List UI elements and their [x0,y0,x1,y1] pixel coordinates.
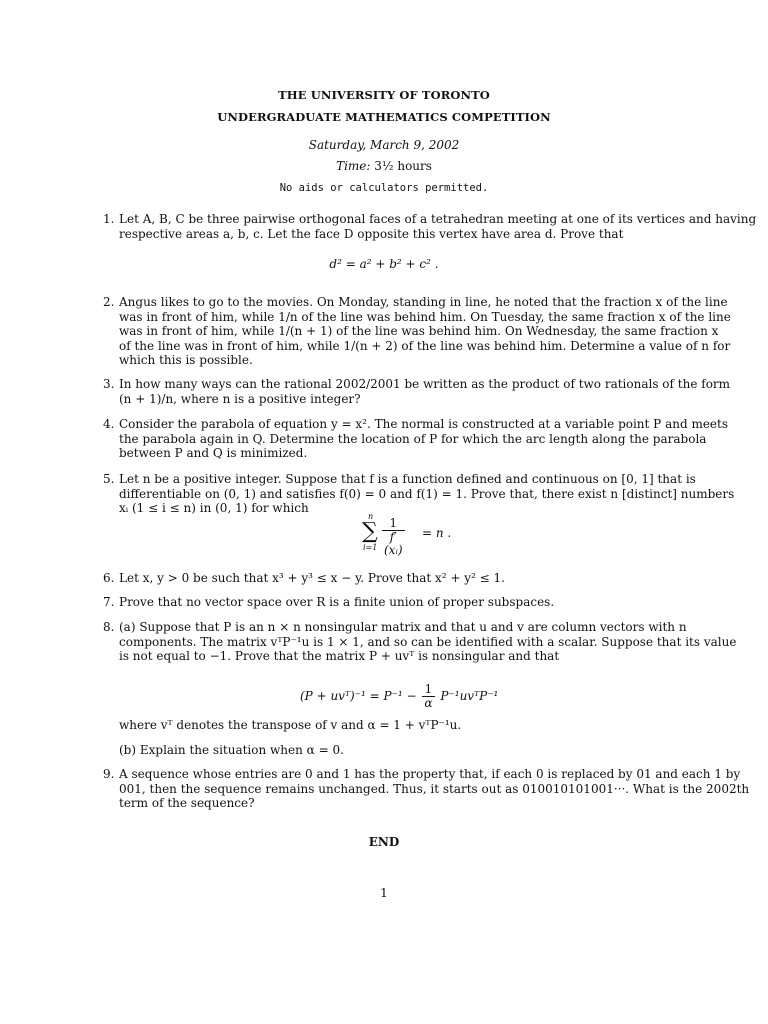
sum-lower-limit: i=1 [363,543,378,552]
problem-4-line: between P and Q is minimized. [119,446,308,460]
formula-lhs: (P + uvᵀ)⁻¹ = P⁻¹ − [300,689,417,703]
problem-7-number: 7. [103,595,115,609]
competition-title: UNDERGRADUATE MATHEMATICS COMPETITION [217,110,551,124]
problem-5-fraction [382,517,405,557]
problem-9-line: 001, then the sequence remains unchanged. Thus, it starts out as 010010101001···. What is the 2002th [119,782,750,796]
sum-upper-limit: n [368,512,374,521]
problem-2-number: 2. [103,295,115,309]
problem-8-line: components. The matrix vᵀP⁻¹u is 1 × 1, and so can be identified with a scalar. Suppose that its value [119,635,737,649]
formula-fraction-denominator: α [424,696,433,710]
problem-9-line: A sequence whose entries are 0 and 1 has the property that, if each 0 is replaced by 01 and each 1 by [119,767,741,781]
problem-2-line: of the line was in front of him, while 1/(n + 2) of the line was behind him. Determine a value of n for [119,339,731,353]
time-value: 3½ hours [374,159,432,173]
problem-2-line: was in front of him, while 1/(n + 1) of the line was behind him. On Wednesday, the same fraction x [119,324,719,338]
problem-1-formula: d² = a² + b² + c² . [329,257,439,271]
formula-fraction [422,683,434,710]
problem-8-formula [300,683,498,710]
fraction-denominator: f′(xᵢ) [384,530,403,557]
problem-8-after: where vᵀ denotes the transpose of v and α = 1 + vᵀP⁻¹u. [119,718,462,732]
problem-9-number: 9. [103,767,115,781]
problem-3-number: 3. [103,377,115,391]
page-number: 1 [380,886,388,900]
formula-rhs: P⁻¹uvᵀP⁻¹ [440,689,499,703]
problem-8-number: 8. [103,620,115,634]
problem-8-line: is not equal to −1. Prove that the matrix P + uvᵀ is nonsingular and that [119,649,560,663]
problem-6-number: 6. [103,571,115,585]
exam-time [0,159,768,174]
problem-5-rhs: = n . [422,526,452,540]
problem-4-line: Consider the parabola of equation y = x². The normal is constructed at a variable point P and meets [119,417,729,431]
sigma-symbol: ∑ [362,519,378,544]
problem-2-line: was in front of him, while 1/n of the line was behind him. On Tuesday, the same fraction x of the line [119,310,731,324]
problem-9-line: term of the sequence? [119,796,255,810]
problem-8-part-b: (b) Explain the situation when α = 0. [119,743,344,757]
problem-7-line: Prove that no vector space over R is a finite union of proper subspaces. [119,595,555,609]
problem-3-line: In how many ways can the rational 2002/2001 be written as the product of two rationals of the form [119,377,731,391]
aids-notice: No aids or calculators permitted. [279,182,489,194]
problem-2-line: Angus likes to go to the movies. On Monday, standing in line, he noted that the fraction x of the line [119,295,728,309]
exam-date: Saturday, March 9, 2002 [308,138,460,152]
problem-5-line: xᵢ (1 ≤ i ≤ n) in (0, 1) for which [119,501,309,515]
problem-2-line: which this is possible. [119,353,253,367]
problem-1-line: respective areas a, b, c. Let the face D opposite this vertex have area d. Prove that [119,227,624,241]
problem-3-line: (n + 1)/n, where n is a positive integer? [119,392,361,406]
problem-6-line: Let x, y > 0 be such that x³ + y³ ≤ x − y. Prove that x² + y² ≤ 1. [119,571,505,585]
time-label: Time: [336,159,371,173]
problem-5-number: 5. [103,472,115,486]
university-title: THE UNIVERSITY OF TORONTO [278,88,490,102]
problem-4-number: 4. [103,417,115,431]
problem-5-line: Let n be a positive integer. Suppose that f is a function defined and continuous on [0, 1] that is [119,472,696,486]
formula-fraction-numerator: 1 [422,683,434,697]
problem-4-line: the parabola again in Q. Determine the location of P for which the arc length along the parabola [119,432,707,446]
problem-8-line: (a) Suppose that P is an n × n nonsingular matrix and that u and v are column vectors with n [119,620,687,634]
end-marker: END [368,835,400,849]
problem-1-number: 1. [103,212,115,226]
problem-5-line: differentiable on (0, 1) and satisfies f(0) = 0 and f(1) = 1. Prove that, there exist n [distinct] numbers [119,487,735,501]
problem-1-line: Let A, B, C be three pairwise orthogonal faces of a tetrahedran meeting at one of its vertices and having [119,212,757,226]
fraction-numerator: 1 [382,517,405,531]
